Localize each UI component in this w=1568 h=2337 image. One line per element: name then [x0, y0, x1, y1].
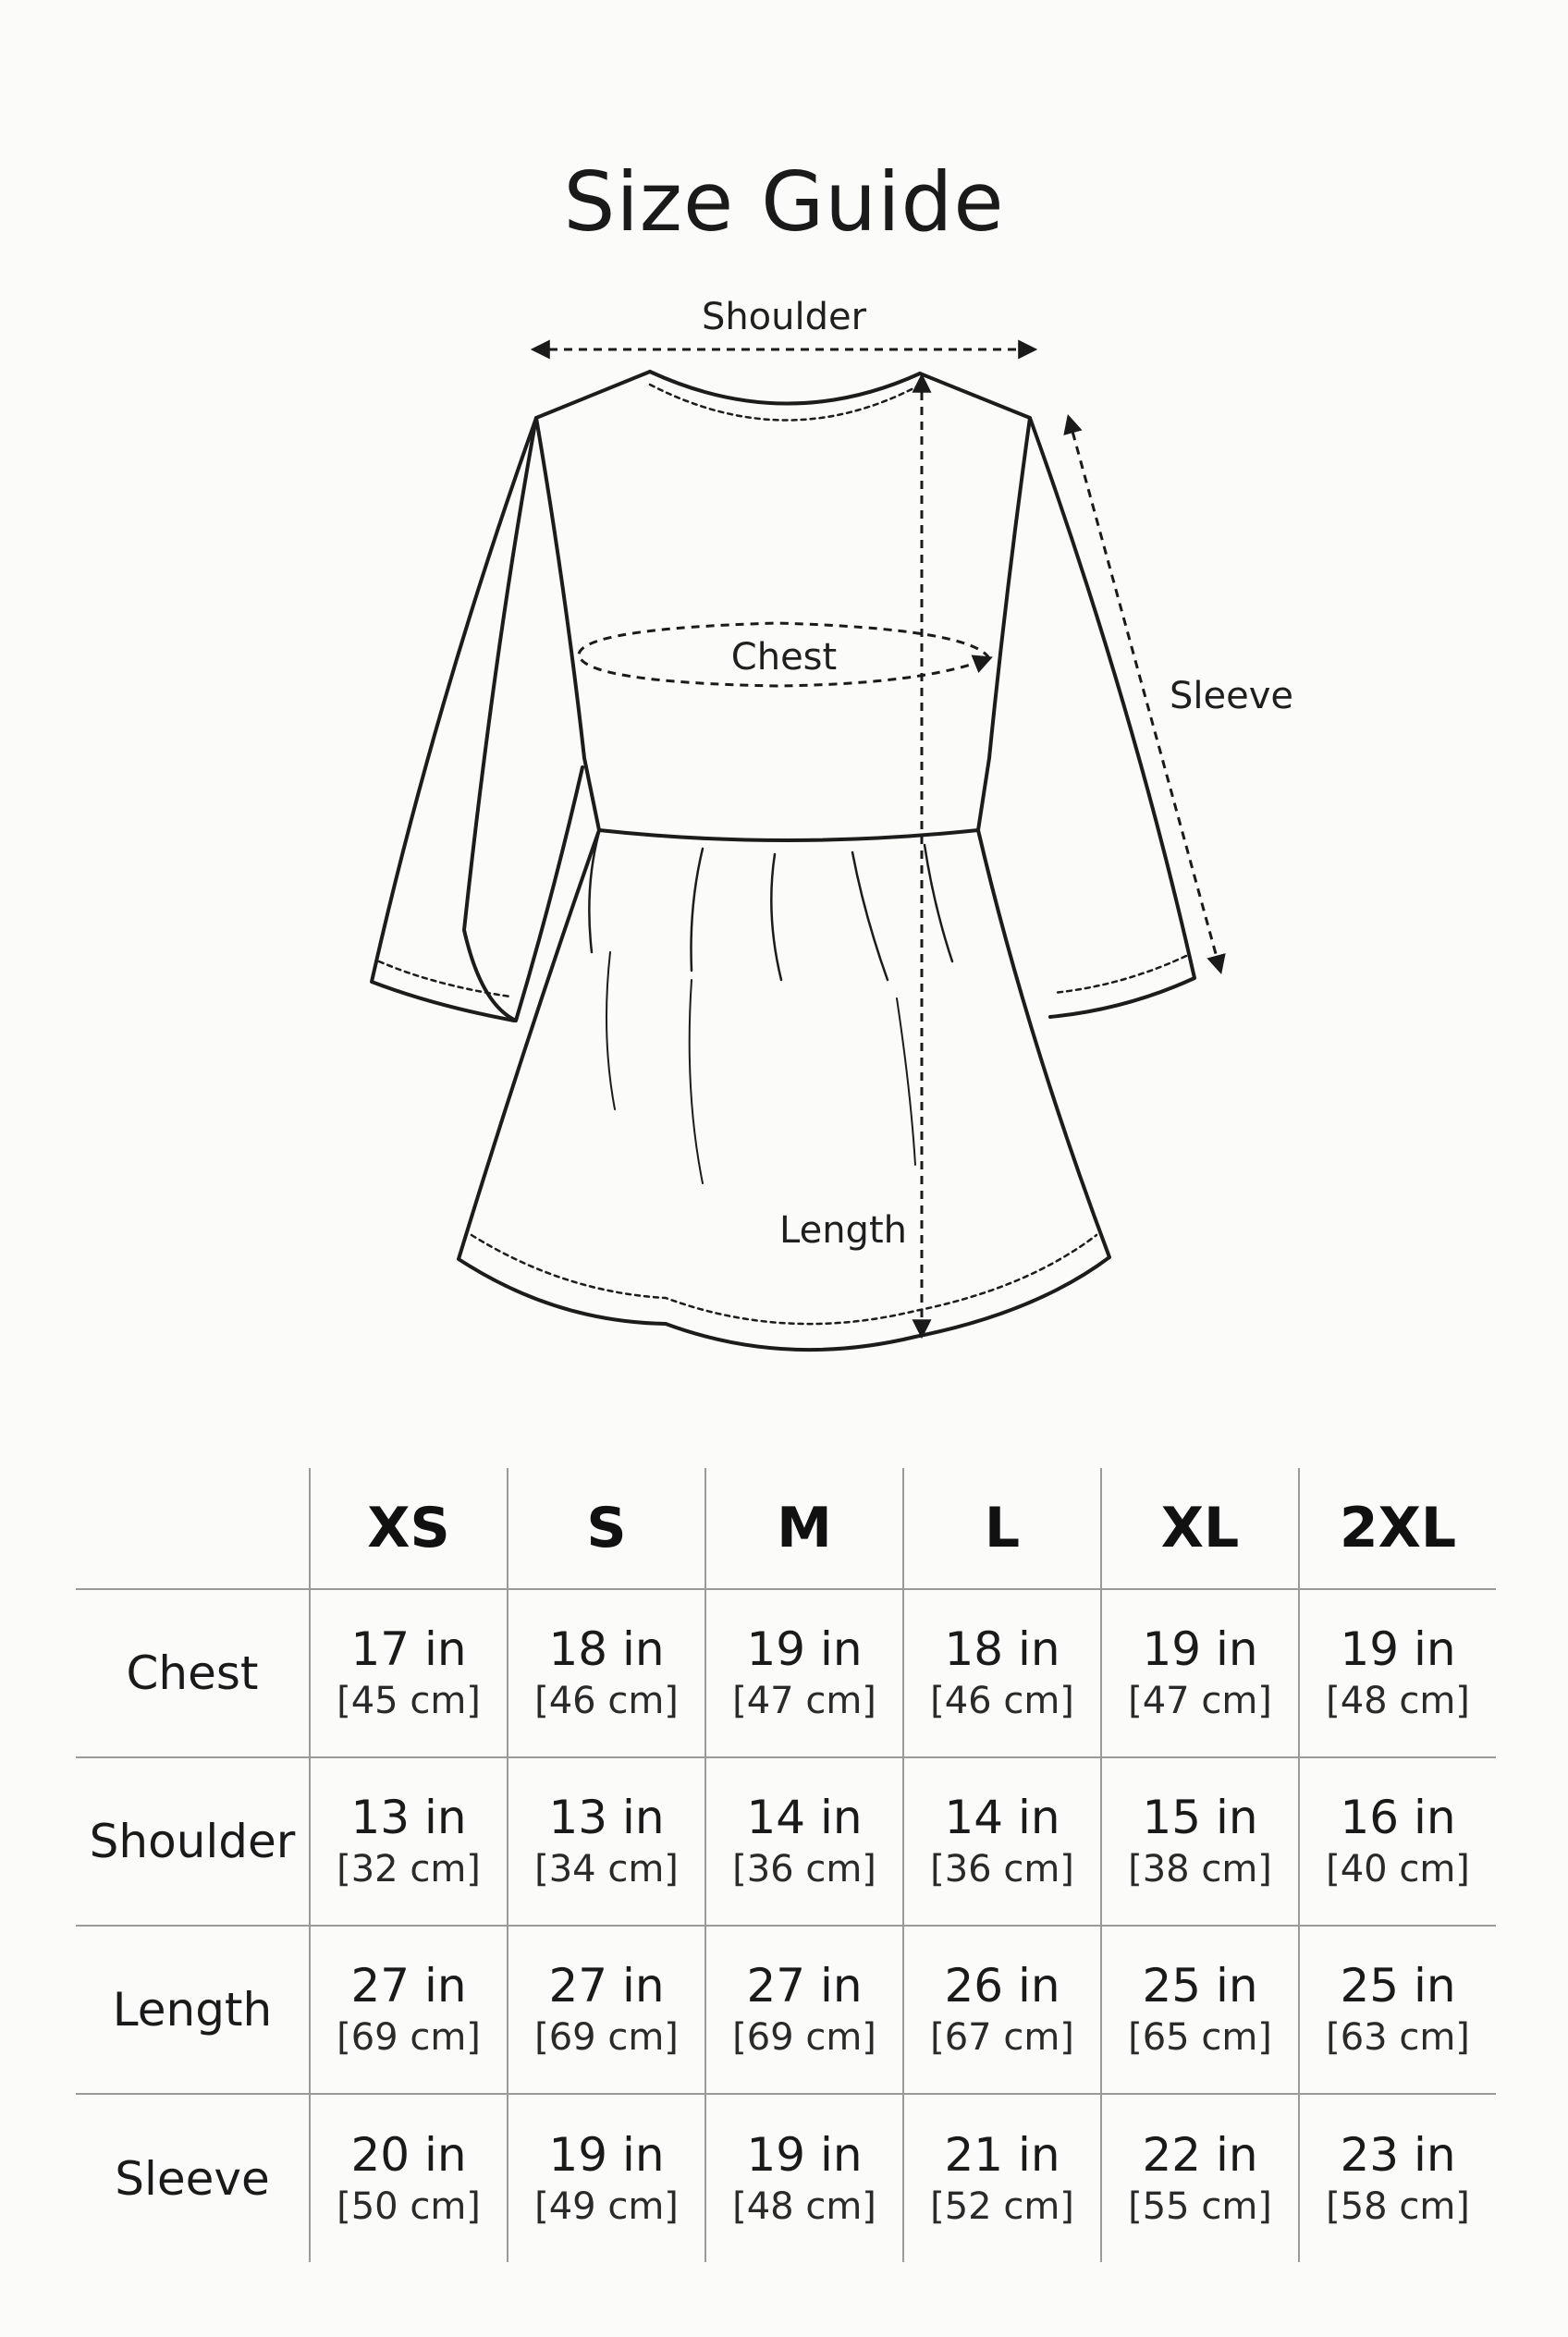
table-cell: [1101, 2094, 1299, 2262]
inch-value: 14 in: [746, 1791, 863, 1844]
table-row-sleeve: [76, 2094, 1496, 2262]
inch-value: 13 in: [350, 1791, 467, 1844]
table-cell: [508, 1589, 705, 1757]
size-header-m: M: [705, 1468, 903, 1589]
cm-value: [32 cm]: [337, 1848, 481, 1890]
table-cell: [310, 1589, 508, 1757]
inch-value: 15 in: [1142, 1791, 1258, 1844]
cm-value: [34 cm]: [534, 1848, 679, 1890]
inch-value: 26 in: [944, 1959, 1060, 2013]
sleeve-label: Sleeve: [1170, 675, 1294, 717]
table-cell: [1299, 2094, 1496, 2262]
inch-value: 20 in: [350, 2127, 467, 2182]
table-cell: [508, 2094, 705, 2262]
inch-value: 19 in: [746, 1622, 863, 1676]
inch-value: 18 in: [548, 1622, 665, 1676]
table-cell: [1101, 1926, 1299, 2094]
cm-value: [58 cm]: [1326, 2184, 1470, 2228]
inch-value: 25 in: [1340, 1959, 1456, 2013]
table-cell: [1101, 1589, 1299, 1757]
table-cell: [903, 1757, 1101, 1926]
inch-value: 19 in: [746, 2127, 863, 2182]
row-label-chest: Chest: [76, 1589, 310, 1757]
cm-value: [46 cm]: [930, 1680, 1074, 1722]
table-row-chest: [76, 1589, 1496, 1757]
cm-value: [36 cm]: [930, 1848, 1074, 1890]
table-cell: [705, 1589, 903, 1757]
inch-value: 13 in: [548, 1791, 665, 1844]
inch-value: 19 in: [1340, 1622, 1456, 1676]
table-cell: [903, 2094, 1101, 2262]
row-label-length: Length: [76, 1926, 310, 2094]
inch-value: 14 in: [944, 1791, 1060, 1844]
size-header-s: S: [508, 1468, 705, 1589]
row-label-shoulder: Shoulder: [76, 1757, 310, 1926]
row-label-sleeve: Sleeve: [76, 2094, 310, 2262]
inch-value: 22 in: [1142, 2127, 1258, 2182]
table-cell: [508, 1757, 705, 1926]
table-cell: [310, 1926, 508, 2094]
inch-value: 16 in: [1340, 1791, 1456, 1844]
table-cell: [903, 1589, 1101, 1757]
table-cell: [705, 1926, 903, 2094]
inch-value: 19 in: [1142, 1622, 1258, 1676]
cm-value: [55 cm]: [1128, 2184, 1272, 2228]
cm-value: [50 cm]: [337, 2184, 481, 2228]
size-header-xl: XL: [1101, 1468, 1299, 1589]
cm-value: [69 cm]: [337, 2016, 481, 2059]
table-cell: [1299, 1757, 1496, 1926]
size-chart-table: [76, 1468, 1496, 2262]
inch-value: 23 in: [1340, 2127, 1456, 2182]
page-title: Size Guide: [563, 153, 1005, 250]
cm-value: [46 cm]: [534, 1680, 679, 1722]
size-header-xs: XS: [310, 1468, 508, 1589]
length-label: Length: [779, 1209, 907, 1252]
cm-value: [45 cm]: [337, 1680, 481, 1722]
size-header-row: [76, 1468, 1496, 1589]
measurement-guides: [534, 349, 1220, 1335]
table-cell: [705, 2094, 903, 2262]
inch-value: 27 in: [350, 1959, 467, 2013]
table-row-shoulder: [76, 1757, 1496, 1926]
table-cell: [903, 1926, 1101, 2094]
table-cell: [705, 1757, 903, 1926]
dress-outline: [372, 372, 1194, 1350]
inch-value: 17 in: [350, 1622, 467, 1676]
table-cell: [310, 2094, 508, 2262]
cm-value: [40 cm]: [1326, 1848, 1470, 1890]
cm-value: [47 cm]: [1128, 1680, 1272, 1722]
cm-value: [48 cm]: [1326, 1680, 1470, 1722]
cm-value: [67 cm]: [930, 2016, 1074, 2059]
table-cell: [1299, 1926, 1496, 2094]
inch-value: 21 in: [944, 2127, 1060, 2182]
cm-value: [65 cm]: [1128, 2016, 1272, 2059]
inch-value: 18 in: [944, 1622, 1060, 1676]
cm-value: [52 cm]: [930, 2184, 1074, 2228]
size-header-2xl: 2XL: [1299, 1468, 1496, 1589]
inch-value: 27 in: [746, 1959, 863, 2013]
cm-value: [38 cm]: [1128, 1848, 1272, 1890]
cm-value: [49 cm]: [534, 2184, 679, 2228]
cm-value: [36 cm]: [732, 1848, 876, 1890]
inch-value: 19 in: [548, 2127, 665, 2182]
inch-value: 25 in: [1142, 1959, 1258, 2013]
table-cell: [1101, 1757, 1299, 1926]
table-cell: [310, 1757, 508, 1926]
table-row-length: [76, 1926, 1496, 2094]
chest-label: Chest: [730, 636, 838, 679]
cm-value: [48 cm]: [732, 2184, 876, 2228]
size-header-l: L: [903, 1468, 1101, 1589]
header-corner: [76, 1468, 310, 1589]
cm-value: [47 cm]: [732, 1680, 876, 1722]
shoulder-label: Shoulder: [701, 296, 867, 338]
table-cell: [1299, 1589, 1496, 1757]
cm-value: [63 cm]: [1326, 2016, 1470, 2059]
cm-value: [69 cm]: [732, 2016, 876, 2059]
table-cell: [508, 1926, 705, 2094]
inch-value: 27 in: [548, 1959, 665, 2013]
cm-value: [69 cm]: [534, 2016, 679, 2059]
